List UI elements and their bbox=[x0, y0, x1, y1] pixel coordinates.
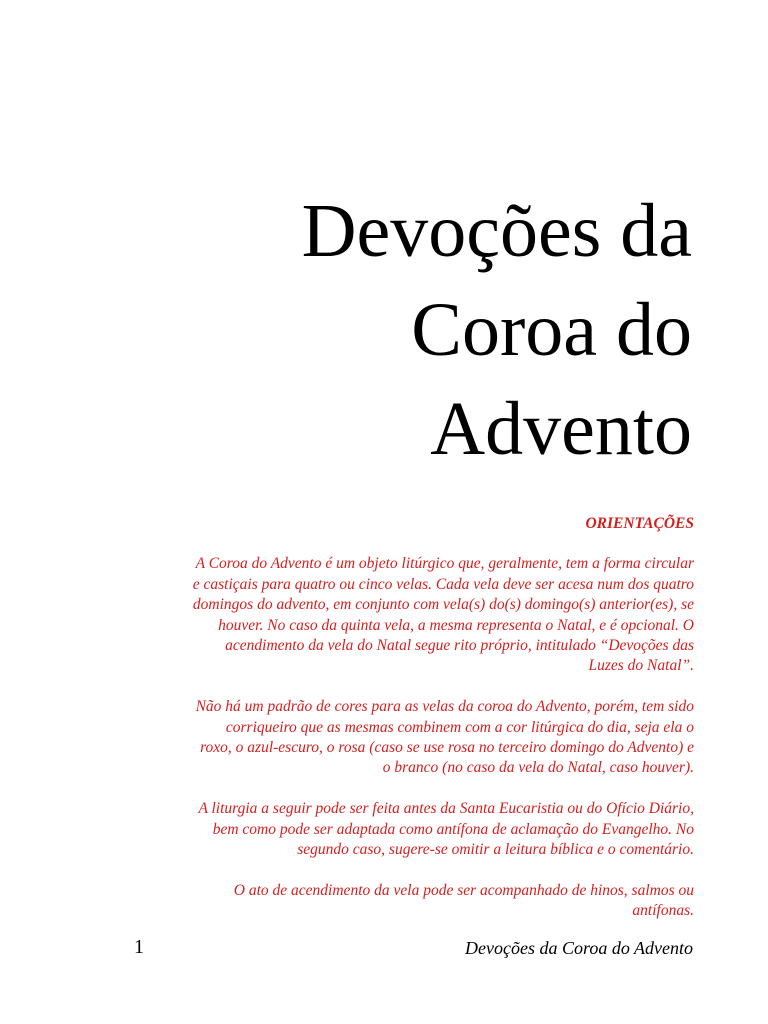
instructions-section bbox=[96, 514, 694, 942]
paragraph-line: Não há um padrão de cores para as velas da coroa do Advento, porém, tem sido bbox=[195, 698, 694, 716]
paragraph-line: Luzes do Natal”. bbox=[588, 657, 694, 675]
page-number: 1 bbox=[134, 936, 144, 958]
title-line: Coroa do bbox=[411, 288, 692, 372]
paragraph-line: e castiçais para quatro ou cinco velas. Cada vela deve ser acesa num dos quatro bbox=[192, 575, 694, 593]
paragraph-candle-colors bbox=[96, 697, 694, 779]
paragraph-hymns bbox=[96, 881, 694, 922]
paragraph-line: antífonas. bbox=[632, 902, 694, 920]
paragraph-liturgy bbox=[96, 799, 694, 860]
paragraph-line: bem como pode ser adaptada como antífona de aclamação do Evangelho. No bbox=[212, 820, 694, 838]
paragraph-line: houver. No caso da quinta vela, a mesma representa o Natal, e é opcional. O bbox=[218, 616, 694, 634]
paragraph-line: acendimento da vela do Natal segue rito próprio, intitulado “Devoções das bbox=[225, 637, 694, 655]
paragraph-line: roxo, o azul-escuro, o rosa (caso se use rosa no terceiro domingo do Advento) e bbox=[200, 739, 694, 757]
paragraph-line: domingos do advento, em conjunto com vela(s) do(s) domingo(s) anterior(es), se bbox=[192, 596, 694, 614]
paragraph-line: O ato de acendimento da vela pode ser acompanhado de hinos, salmos ou bbox=[233, 881, 694, 899]
document-title bbox=[302, 182, 692, 479]
title-line: Advento bbox=[430, 387, 692, 471]
paragraph-line: A Coroa do Advento é um objeto litúrgico que, geralmente, tem a forma circular bbox=[195, 555, 694, 573]
running-title: Devoções da Coroa do Advento bbox=[465, 938, 693, 958]
paragraph-line: corriqueiro que as mesmas combinem com a cor litúrgica do dia, seja ela o bbox=[225, 718, 694, 736]
paragraph-line: segundo caso, sugere-se omitir a leitura bíblica e o comentário. bbox=[297, 841, 694, 859]
paragraph-line: o branco (no caso da vela do Natal, caso houver). bbox=[382, 759, 694, 777]
paragraph-line: A liturgia a seguir pode ser feita antes da Santa Eucaristia ou do Ofício Diário, bbox=[198, 800, 694, 818]
title-line: Devoções da bbox=[301, 189, 692, 273]
paragraph-advent-wreath bbox=[96, 554, 694, 676]
section-heading: ORIENTAÇÕES bbox=[585, 515, 694, 532]
